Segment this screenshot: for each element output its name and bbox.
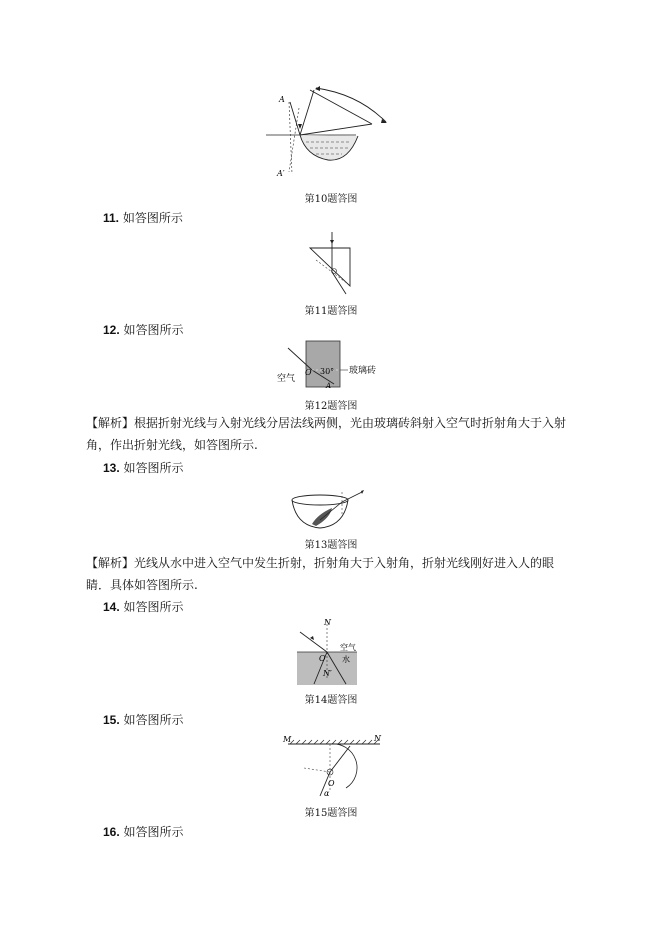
question-16 xyxy=(103,824,184,840)
label-o: O xyxy=(305,368,312,377)
label-a: A xyxy=(326,382,332,390)
label-a: A xyxy=(279,95,285,104)
figure-14-caption: 第14题答图 xyxy=(304,695,358,706)
question-number: 11. xyxy=(103,211,120,225)
figure-14 xyxy=(296,616,358,686)
bowl-shape xyxy=(300,135,358,160)
refracted-ray xyxy=(342,492,362,502)
label-air: 空气 xyxy=(340,643,356,652)
figure-11-caption: 第11题答图 xyxy=(304,306,358,317)
explanation-12: 【解析】根据折射光线与入射光线分居法线两侧，光由玻璃砖斜射入空气时折射角大于入射角，作出折射光线，如答图所示. xyxy=(86,416,567,452)
question-text: 如答图所示 xyxy=(123,825,184,839)
label-a-prime: A′ xyxy=(277,169,285,178)
explanation-13: 【解析】光线从水中进入空气中发生折射，折射角大于入射角，折射光线刚好进入人的眼睛．具体如答图所示. xyxy=(86,556,555,592)
question-number: 14. xyxy=(103,600,120,614)
question-12 xyxy=(103,322,184,338)
mirror-hatching xyxy=(290,740,378,744)
question-text: 如答图所示 xyxy=(123,600,184,614)
figure-15 xyxy=(280,732,388,800)
glass-block xyxy=(306,341,340,387)
figure-11 xyxy=(302,228,362,296)
label-o: O xyxy=(319,654,326,663)
reflected-ray xyxy=(300,90,314,135)
figure-12 xyxy=(276,340,388,392)
figure-12-caption: 第12题答图 xyxy=(304,401,358,412)
dashed-mirror-line xyxy=(289,102,292,174)
figure-13-caption: 第13题答图 xyxy=(304,540,358,551)
label-alpha: α xyxy=(324,789,330,798)
reflected-ray xyxy=(330,746,350,772)
label-n: N xyxy=(374,734,381,743)
figure-13 xyxy=(286,484,370,532)
question-14 xyxy=(103,599,184,615)
question-number: 13. xyxy=(103,461,120,475)
incident-ray xyxy=(290,102,300,135)
question-13 xyxy=(103,460,184,476)
view-arc xyxy=(316,88,386,122)
question-number: 15. xyxy=(103,713,120,727)
figure-10 xyxy=(262,84,396,182)
label-air: 空气 xyxy=(277,374,296,384)
label-n-prime: N′ xyxy=(323,669,332,678)
eye-icon xyxy=(361,490,364,494)
question-11 xyxy=(103,210,183,226)
label-o: O xyxy=(328,779,335,788)
question-15 xyxy=(103,712,184,728)
label-n: N xyxy=(324,618,331,627)
question-number: 16. xyxy=(103,825,120,839)
coin-shape xyxy=(312,508,332,526)
question-number: 12. xyxy=(103,323,120,337)
figure-10-caption: 第10题答图 xyxy=(304,194,358,205)
label-angle: 30° xyxy=(320,367,335,376)
label-m: M xyxy=(283,735,292,744)
label-water: 水 xyxy=(342,655,350,664)
incident-ray xyxy=(300,632,327,652)
question-text: 如答图所示 xyxy=(123,323,184,337)
question-text: 如答图所示 xyxy=(123,461,184,475)
prism-triangle xyxy=(310,248,350,286)
question-text: 如答图所示 xyxy=(123,713,184,727)
question-text: 如答图所示 xyxy=(122,211,183,225)
label-glass: 玻璃砖 xyxy=(349,366,377,376)
figure-15-caption: 第15题答图 xyxy=(304,808,358,819)
